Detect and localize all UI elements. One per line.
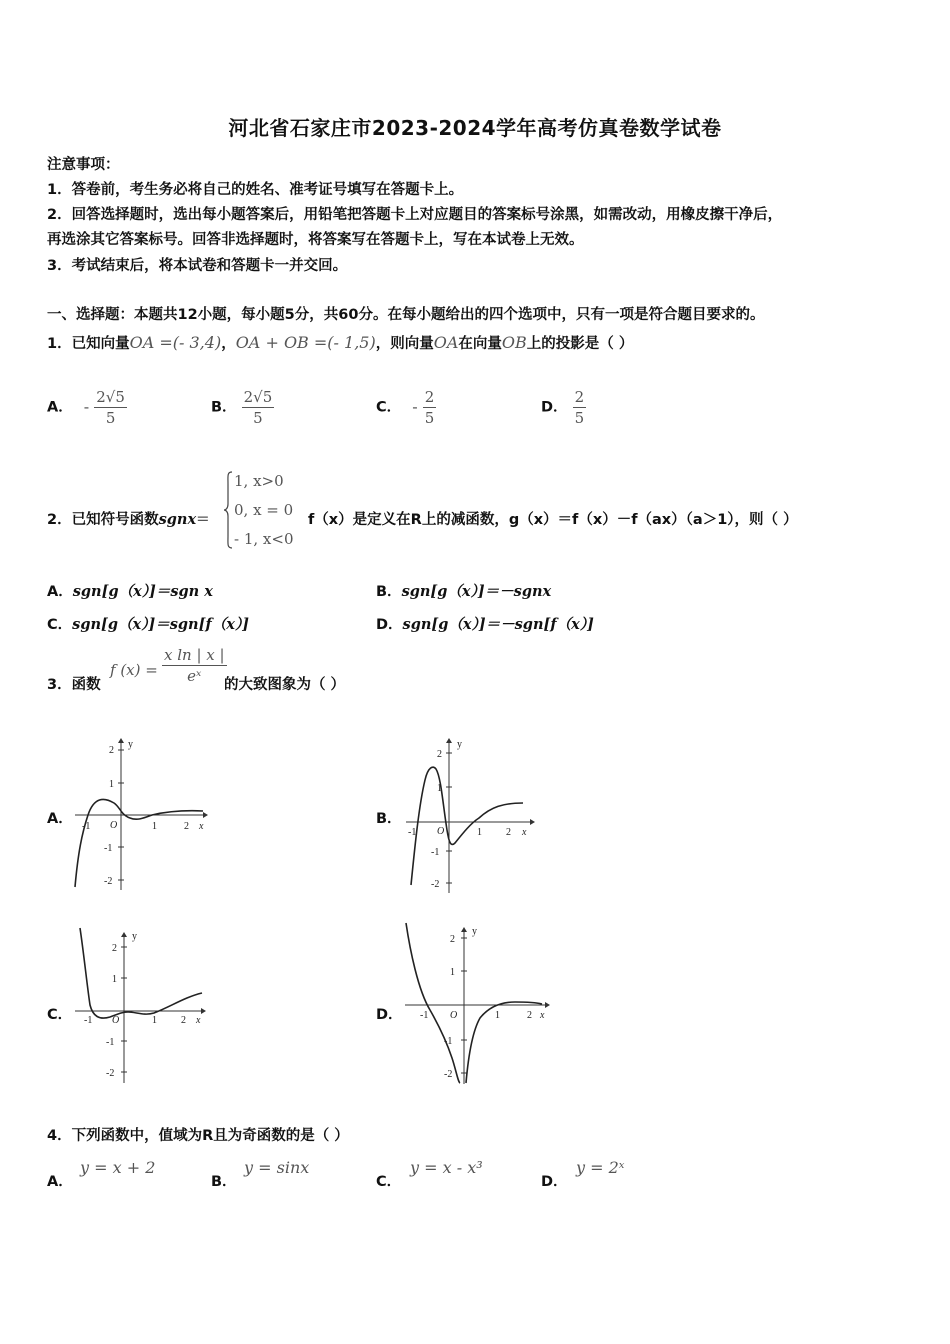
fraction-denominator: eˣ	[187, 667, 202, 685]
note-1: 1．答卷前，考生务必将自己的姓名、准考证号填写在答题卡上。	[47, 182, 464, 198]
fraction-numerator: 2√5	[243, 388, 273, 406]
q2-case-3: - 1, x<0	[234, 530, 294, 548]
note-2b: 再选涂其它答案标号。回答非选择题时，将答案写在答题卡上，写在本试卷上无效。	[47, 232, 584, 248]
option-label: A．	[47, 584, 73, 600]
tick-1: 1	[112, 974, 117, 985]
tick-x-2: 2	[506, 827, 511, 838]
option-text: sgn[g（x）]＝－sgn[f（x）]	[402, 616, 594, 633]
question-1	[47, 332, 633, 353]
q3-suffix: 的大致图象为（ ）	[224, 677, 346, 693]
q1-vec2: OA + OB =(- 1,5)	[235, 333, 376, 352]
q2-option-c	[47, 613, 249, 634]
q4-option-a-expr: y = x + 2	[80, 1158, 156, 1177]
tick-x-1: 1	[495, 1010, 500, 1021]
axis-y-label: y	[132, 931, 137, 942]
tick-2: 2	[437, 749, 442, 760]
axis-x-label: x	[522, 827, 527, 838]
fraction-denominator: 5	[424, 409, 435, 427]
axis-y-label: y	[472, 926, 477, 937]
option-text: sgn[g（x）]＝sgn x	[72, 583, 213, 600]
tick-x-neg1: -1	[82, 821, 91, 832]
tick-neg2: -2	[431, 879, 440, 890]
q1-mid: ，则向量	[375, 336, 434, 352]
fraction-numerator: 2√5	[96, 388, 125, 406]
fraction-denominator: 5	[253, 409, 263, 427]
option-label: B．	[376, 584, 402, 600]
tick-neg1: -1	[106, 1037, 115, 1048]
q1-mid2: 在向量	[458, 336, 502, 352]
q3-label-b: B．	[376, 811, 402, 827]
tick-x-neg1: -1	[408, 827, 417, 838]
q4-option-c-expr: y = x - x³	[410, 1158, 483, 1177]
tick-x-2: 2	[527, 1010, 532, 1021]
q2-case-2: 0, x = 0	[234, 501, 294, 519]
tick-x-1: 1	[477, 827, 482, 838]
tick-x-2: 2	[184, 821, 189, 832]
option-sign: -	[412, 396, 418, 416]
q1-prefix: 1．已知向量	[47, 336, 130, 352]
page-title: 河北省石家庄市2023-2024学年高考仿真卷数学试卷	[228, 116, 722, 140]
q1-option-b	[211, 388, 274, 427]
q1-ob: OB	[501, 333, 527, 352]
option-label: D．	[376, 617, 403, 633]
tick-neg2: -2	[106, 1068, 115, 1079]
tick-2: 2	[109, 745, 114, 756]
tick-1: 1	[450, 967, 455, 978]
fraction-denominator: 5	[105, 409, 116, 427]
fraction-numerator: 2	[424, 388, 435, 406]
tick-neg1: -1	[104, 843, 113, 854]
origin-label: O	[110, 820, 118, 831]
q1-option-a	[47, 388, 127, 427]
axis-x-label: x	[540, 1010, 545, 1021]
option-label: D．	[541, 399, 568, 416]
section-heading: 一、选择题：本题共12小题，每小题5分，共60分。在每小题给出的四个选项中，只有一项是符合题目要求的。	[47, 307, 765, 323]
option-label: A．	[47, 399, 73, 416]
q1-option-c	[376, 388, 436, 427]
q2-text: f（x）是定义在R上的减函数，g（x）＝f（x）－f（ax）（a＞1），则（ ）	[308, 512, 798, 528]
tick-neg1: -1	[444, 1036, 453, 1047]
q2-case-1: 1, x>0	[234, 472, 284, 490]
tick-x-1: 1	[152, 1015, 157, 1026]
fraction-denominator: 5	[574, 409, 585, 427]
option-label: C．	[47, 617, 73, 633]
q3-lhs: f (x) =	[110, 661, 158, 679]
axis-x-label: x	[196, 1015, 201, 1026]
graph-d	[400, 920, 555, 1090]
tick-1: 1	[109, 779, 114, 790]
graph-b	[403, 735, 538, 895]
q3-label-a: A．	[47, 811, 73, 827]
origin-label: O	[437, 826, 445, 837]
q1-comma: ，	[221, 336, 236, 352]
graph-a	[70, 735, 210, 895]
tick-neg1: -1	[431, 847, 440, 858]
q2-option-b	[376, 580, 551, 601]
fraction-numerator: 2	[574, 388, 585, 406]
note-2a: 2．回答选择题时，选出每小题答案后，用铅笔把答题卡上对应题目的答案标号涂黑，如需改动，用橡皮擦干净后，	[47, 207, 783, 223]
option-text: sgn[g（x）]＝－sgnx	[401, 583, 552, 600]
q4-option-b-expr: y = sinx	[244, 1158, 310, 1177]
tick-1: 1	[437, 783, 442, 794]
tick-x-1: 1	[152, 821, 157, 832]
q4-option-c-label: C．	[376, 1174, 402, 1190]
q1-option-d	[541, 388, 586, 427]
tick-neg2: -2	[104, 876, 113, 887]
notes-heading: 注意事项：	[47, 157, 120, 173]
q3-label-d: D．	[376, 1007, 403, 1023]
q2-function-name: sgnx	[158, 511, 197, 528]
q2-prefix	[47, 508, 210, 529]
q2-option-a	[47, 580, 213, 601]
fraction-numerator: x ln | x |	[164, 646, 225, 664]
q2-option-d	[376, 613, 594, 634]
axis-y-label: y	[128, 739, 133, 750]
q3-prefix: 3．函数	[47, 677, 101, 693]
tick-x-2: 2	[181, 1015, 186, 1026]
q2-prefix-text: 2．已知符号函数	[47, 512, 159, 528]
tick-neg2: -2	[444, 1069, 453, 1080]
tick-2: 2	[112, 943, 117, 954]
option-label: B．	[211, 399, 237, 416]
origin-label: O	[450, 1010, 458, 1021]
q3-label-c: C．	[47, 1007, 73, 1023]
q2-brace	[224, 470, 234, 550]
tick-2: 2	[450, 934, 455, 945]
tick-x-neg1: -1	[420, 1010, 429, 1021]
note-3: 3．考试结束后，将本试卷和答题卡一并交回。	[47, 258, 348, 274]
q4-option-b-label: B．	[211, 1174, 237, 1190]
option-text: sgn[g（x）]＝sgn[f（x）]	[72, 616, 249, 633]
q1-oa: OA	[433, 333, 459, 352]
option-sign: -	[83, 396, 90, 416]
q1-vec1: OA =(- 3,4)	[129, 333, 222, 352]
q1-suffix: 上的投影是（ ）	[526, 336, 634, 352]
option-label: C．	[376, 399, 402, 416]
q2-equals: =	[196, 509, 210, 528]
origin-label: O	[112, 1015, 120, 1026]
q4-option-d-label: D．	[541, 1174, 568, 1190]
q4-option-d-expr: y = 2ˣ	[576, 1158, 625, 1177]
axis-y-label: y	[457, 739, 462, 750]
question-4: 4．下列函数中，值域为R且为奇函数的是（ ）	[47, 1128, 349, 1144]
graph-c	[70, 925, 210, 1090]
axis-x-label: x	[199, 821, 204, 832]
q3-fraction	[162, 646, 227, 685]
tick-x-neg1: -1	[84, 1015, 93, 1026]
q4-option-a-label: A．	[47, 1174, 73, 1190]
